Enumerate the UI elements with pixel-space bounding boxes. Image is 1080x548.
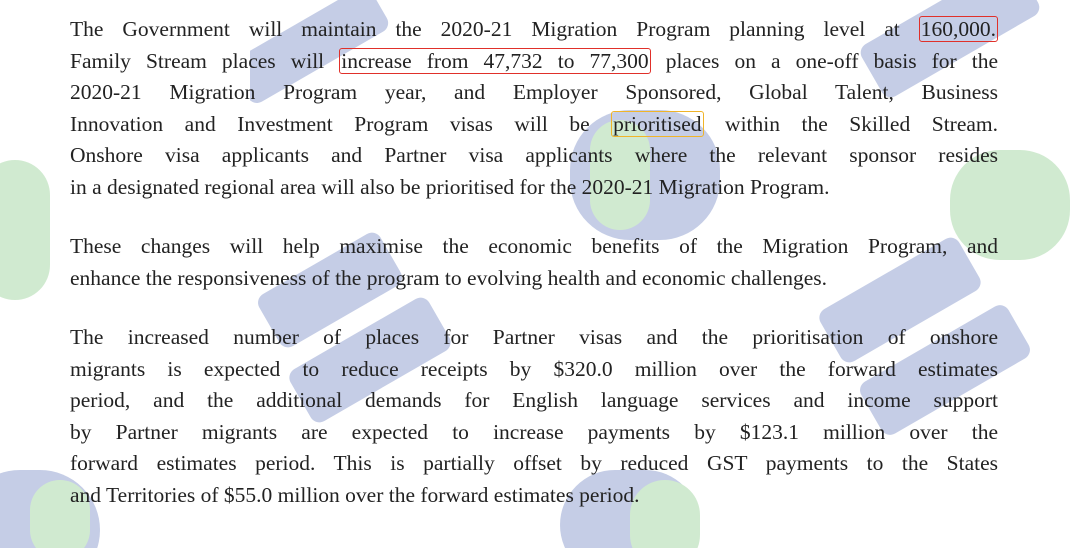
text-line: forward estimates period. This is partially offset by reduced GST payments to the States <box>70 451 998 475</box>
paragraph-migration-program <box>70 14 998 203</box>
text-line <box>70 46 998 78</box>
text-line <box>70 109 998 141</box>
text-span: The Government will maintain the 2020-21 Migration Program planning level at <box>70 17 900 41</box>
text-line: in a designated regional area will also be prioritised for the 2020-21 Migration Program. <box>70 174 830 199</box>
document-body <box>70 14 998 539</box>
text-span: Family Stream places will <box>70 48 325 73</box>
text-line <box>70 14 998 46</box>
text-line: enhance the responsiveness of the program to evolving health and economic challenges. <box>70 265 828 290</box>
highlight-prioritised: prioritised <box>613 111 702 136</box>
paragraph-financial-impact <box>70 322 998 511</box>
text-span: Innovation and Investment Program visas will be <box>70 111 590 136</box>
text-line: period, and the additional demands for English language services and income support <box>70 388 998 412</box>
text-line: The increased number of places for Partner visas and the prioritisation of onshore <box>70 325 998 349</box>
highlight-planning-level: 160,000. <box>920 17 997 41</box>
highlight-family-stream-increase: increase from 47,732 to 77,300 <box>341 48 649 73</box>
paragraph-changes-benefits <box>70 231 998 294</box>
text-line: by Partner migrants are expected to increase payments by $123.1 million over the <box>70 419 998 444</box>
text-span: within the Skilled Stream. <box>725 111 999 136</box>
text-line: 2020-21 Migration Program year, and Employer Sponsored, Global Talent, Business <box>70 80 998 104</box>
text-line: migrants is expected to reduce receipts by $320.0 million over the forward estimates <box>70 356 998 381</box>
text-span: places on a one-off basis for the <box>665 48 999 73</box>
text-line: These changes will help maximise the economic benefits of the Migration Program, and <box>70 234 998 258</box>
text-line: and Territories of $55.0 million over the forward estimates period. <box>70 482 640 507</box>
text-line: Onshore visa applicants and Partner visa applicants where the relevant sponsor resides <box>70 143 998 167</box>
